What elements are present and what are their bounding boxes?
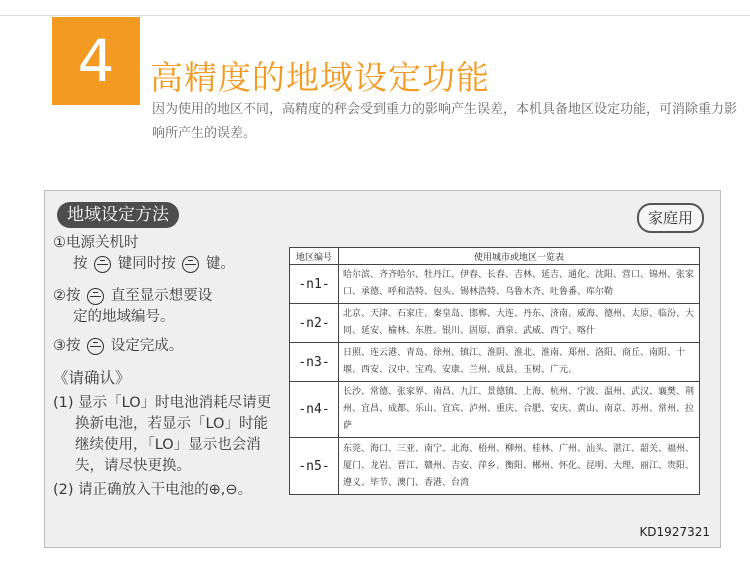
step1-text-c: 键。 — [205, 256, 235, 272]
section-heading: 高精度的地域设定功能 — [150, 58, 490, 97]
header-region-code: 地区编号 — [290, 248, 339, 265]
table-row — [290, 304, 700, 343]
table-row — [290, 438, 700, 495]
power-key-icon — [182, 256, 199, 273]
step3-text-b: 设定完成。 — [110, 338, 184, 354]
region-code: -n3- — [290, 343, 339, 382]
region-table — [289, 247, 700, 495]
region-code: -n2- — [290, 304, 339, 343]
region-cities: 北京、天津、石家庄、秦皇岛、邯郸、大连、丹东、济南、威海、德州、太原、临汾、大同、延安、榆林、东胜、银川、固原、酒泉、武威、西宁、喀什 — [339, 304, 700, 343]
set-key-icon — [87, 288, 104, 305]
step3-line — [53, 336, 183, 357]
table-header-row — [290, 248, 700, 265]
table-row — [290, 343, 700, 382]
power-key-icon — [87, 338, 104, 355]
step2-line2: 定的地域编号。 — [73, 309, 175, 325]
confirm-item-2-text: (2) 请正确放入干电池的 — [53, 482, 209, 498]
step1-line2 — [73, 254, 235, 275]
header-city-list: 使用城市或地区一览表 — [339, 248, 700, 265]
table-row — [290, 265, 700, 304]
household-tag: 家庭用 — [637, 203, 704, 233]
region-code: -n5- — [290, 438, 339, 495]
confirm-item-1-line2: 换新电池，若显示「LO」时能 — [75, 416, 268, 432]
confirm-item-2 — [53, 480, 252, 501]
step1-text-b: 键同时按 — [117, 256, 176, 272]
section-description: 因为使用的地区不同，高精度的秤会受到重力的影响产生误差，本机具备地区设定功能，可消除重力影响所产生的误差。 — [152, 102, 738, 141]
step3-text-a: ③按 — [53, 338, 81, 354]
region-cities: 日照、连云港、青岛、徐州、镇江、淮阴、淮北、淮南、郑州、洛阳、商丘、南阳、十堰、西安、汉中、宝鸡、安康、兰州、成县、玉树、广元、 — [339, 343, 700, 382]
step1-text-a: 按 — [73, 256, 88, 272]
top-divider — [0, 15, 750, 16]
region-cities: 东莞、海口、三亚、南宁、北海、梧州、柳州、桂林、广州、汕头、湛江、韶关、福州、厦门、龙岩、晋江、赣州、吉安、萍乡、衡阳、郴州、怀化、昆明、大理、丽江、贵阳、遵义、毕节、澳门、香港、台湾 — [339, 438, 700, 495]
step-number-box — [52, 17, 140, 105]
confirm-item-1-line4: 失，请尽快更换。 — [75, 458, 191, 474]
battery-polarity-symbols: ⊕,⊖。 — [208, 482, 253, 498]
table-row — [290, 382, 700, 438]
region-code: -n4- — [290, 382, 339, 438]
region-cities: 哈尔滨、齐齐哈尔、牡丹江、伊春、长春、吉林、延吉、通化、沈阳、营口、锦州、张家口、承德、呼和浩特、包头、锡林浩特、乌鲁木齐、吐鲁番、库尔勒 — [339, 265, 700, 304]
step-number: 4 — [77, 27, 115, 95]
confirm-item-1-line1: (1) 显示「LO」时电池消耗尽请更 — [53, 395, 272, 411]
confirm-item-1-line3: 继续使用，「LO」显示也会消 — [75, 437, 261, 453]
set-key-icon — [94, 256, 111, 273]
step2-text-a: ②按 — [53, 288, 81, 304]
step1-line1: ①电源关机时 — [53, 235, 139, 251]
model-code: KD1927321 — [639, 525, 710, 539]
step2-line1 — [53, 286, 212, 307]
step2-text-b: 直至显示想要设 — [110, 288, 213, 304]
confirm-heading: 《请确认》 — [53, 369, 131, 387]
panel-title: 地域设定方法 — [57, 202, 179, 228]
region-code: -n1- — [290, 265, 339, 304]
region-setting-panel — [44, 190, 721, 548]
region-cities: 长沙、常德、张家界、南昌、九江、景德镇、上海、杭州、宁波、温州、武汉、襄樊、荆州、宜昌、成都、乐山、宜宾、泸州、重庆、合肥、安庆、黄山、南京、苏州、常州、拉萨 — [339, 382, 700, 438]
